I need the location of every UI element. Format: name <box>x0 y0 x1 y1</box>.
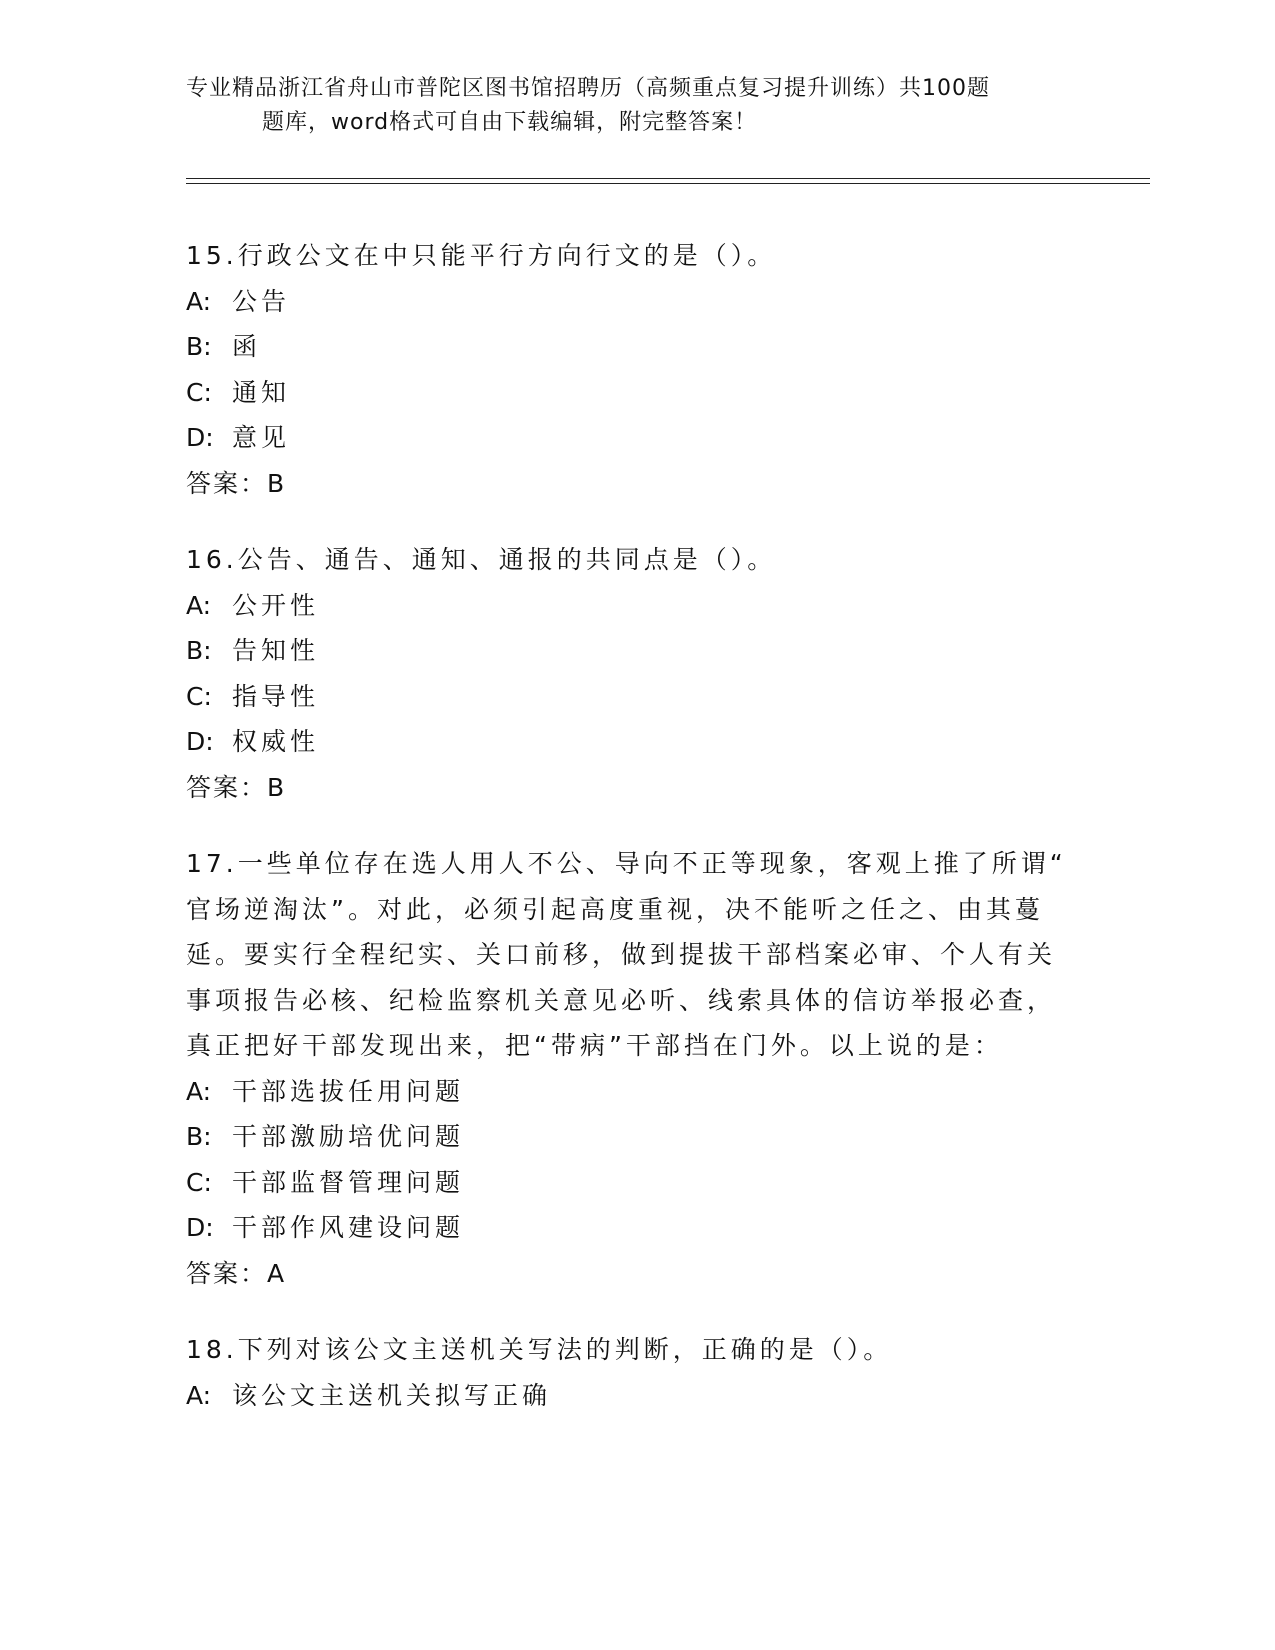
question-stem-line: 官场逆淘汰”。对此，必须引起高度重视，决不能听之任之、由其蔓 <box>186 894 1044 924</box>
option-letter: B: <box>186 332 212 361</box>
answer-line: 答案：B <box>186 468 287 498</box>
option-c <box>186 1160 1086 1206</box>
question-stem-line: 事项报告必核、纪检监察机关意见必听、线索具体的信访举报必查， <box>186 985 1057 1015</box>
question-stem-line: 18.下列对该公文主送机关写法的判断，正确的是（）。 <box>186 1335 893 1364</box>
question-stem-line: 真正把好干部发现出来，把“带病”干部挡在门外。以上说的是： <box>186 1031 1003 1060</box>
option-d <box>186 415 1086 461</box>
option-text: 公告 <box>232 286 291 316</box>
option-text: 干部作风建设问题 <box>232 1213 465 1242</box>
question-stem-line: 延。要实行全程纪实、关口前移，做到提拔干部档案必审、个人有关 <box>186 940 1057 969</box>
question-stem <box>186 537 1086 583</box>
option-b <box>186 628 1086 674</box>
question-stem <box>186 1327 1086 1373</box>
option-letter: B: <box>186 636 212 665</box>
document-header <box>186 72 1066 140</box>
option-letter: C: <box>186 681 212 711</box>
option-b <box>186 324 1086 370</box>
option-text: 公开性 <box>232 590 320 620</box>
header-divider-top <box>186 178 1150 179</box>
option-text: 该公文主送机关拟写正确 <box>232 1380 552 1410</box>
option-d <box>186 719 1086 765</box>
option-text: 指导性 <box>232 681 320 711</box>
option-a <box>186 583 1086 629</box>
question-stem <box>186 233 1086 279</box>
option-letter: D: <box>186 423 214 452</box>
question-16 <box>186 537 1086 810</box>
question-15 <box>186 233 1086 506</box>
question-17 <box>186 841 1086 1296</box>
option-a <box>186 1373 1086 1419</box>
option-c <box>186 674 1086 720</box>
option-letter: A: <box>186 1380 212 1410</box>
header-divider-bottom <box>186 183 1150 184</box>
option-letter: B: <box>186 1122 212 1151</box>
option-letter: A: <box>186 1076 212 1106</box>
question-list <box>186 233 1086 1449</box>
option-a <box>186 279 1086 325</box>
option-letter: C: <box>186 1167 212 1197</box>
header-title-line-2: 题库，word格式可自由下载编辑，附完整答案！ <box>262 110 758 135</box>
option-text: 干部激励培优问题 <box>232 1122 465 1151</box>
question-stem-line: 15.行政公文在中只能平行方向行文的是（）。 <box>186 241 777 270</box>
option-letter: C: <box>186 377 212 407</box>
option-c <box>186 370 1086 416</box>
question-18 <box>186 1327 1086 1418</box>
option-letter: A: <box>186 286 212 316</box>
option-letter: A: <box>186 590 212 620</box>
header-title-line-1: 专业精品浙江省舟山市普陀区图书馆招聘历（高频重点复习提升训练）共100题 <box>186 76 990 101</box>
option-text: 函 <box>232 332 262 361</box>
option-a <box>186 1069 1086 1115</box>
option-b <box>186 1114 1086 1160</box>
answer-line: 答案：A <box>186 1258 287 1288</box>
question-stem <box>186 841 1086 1069</box>
option-letter: D: <box>186 1213 214 1242</box>
option-text: 权威性 <box>232 727 320 756</box>
option-letter: D: <box>186 727 214 756</box>
question-stem-line: 16.公告、通告、通知、通报的共同点是（）。 <box>186 545 777 574</box>
option-text: 干部选拔任用问题 <box>232 1076 465 1106</box>
option-text: 通知 <box>232 377 291 407</box>
option-text: 意见 <box>232 423 291 452</box>
option-d <box>186 1205 1086 1251</box>
answer-line: 答案：B <box>186 772 287 802</box>
option-text: 干部监督管理问题 <box>232 1167 465 1197</box>
option-text: 告知性 <box>232 636 320 665</box>
question-stem-line: 17.一些单位存在选人用人不公、导向不正等现象，客观上推了所谓“ <box>186 849 1067 878</box>
